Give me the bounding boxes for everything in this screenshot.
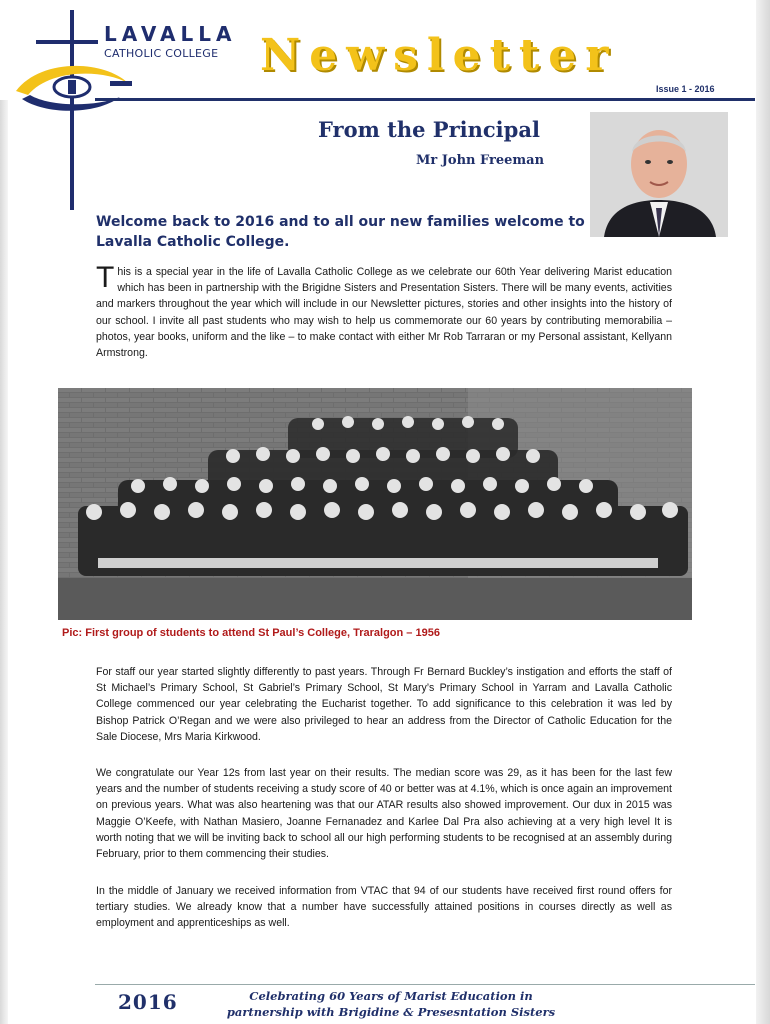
header-divider xyxy=(95,98,755,101)
page-left-edge xyxy=(0,100,8,1024)
page-right-edge xyxy=(756,0,770,1024)
principal-portrait xyxy=(590,112,728,237)
footer-tagline xyxy=(226,988,556,1020)
newsletter-title: Newsletter xyxy=(260,30,618,81)
school-emblem-icon xyxy=(10,55,140,125)
school-logo-subtitle: CATHOLIC COLLEGE xyxy=(104,47,219,60)
paragraph-staff: For staff our year started slightly differently to past years. Through Fr Bernard Buckley’s instigation and efforts the staff of St Michael’s Primary School, St Gabriel’s Primary School, St Mary’s Primary School in Yarram and Lavalla Catholic College commenced our year celebrating the Eucharist together. To add significance to this celebration it was led by Bishop Patrick O’Regan and we were also privileged to hear an address from the Director of Catholic Education for the Sale Diocese, Mrs Maria Kirkwood. xyxy=(96,666,672,743)
paragraph-results: We congratulate our Year 12s from last year on their results. The median score was 29, as it has been for the last few years and the number of students receiving a study score of 40 or better was at 4.1%, which is once again an improvement on previous years. What was also heartening was that our ATAR results also showed improvement. Our dux in 2015 was Maggie O’Keefe, with Nathan Masiero, Joanne Fernanadez and Karlee Dal Pra also achieving at a very high level It is worth noting that we will be inviting back to school all our high performing students to be recognised at an assembly during February, prior to them commencing their studies. xyxy=(96,767,672,861)
paragraph-vtac: In the middle of January we received information from VTAC that 94 of our students have received first round offers for tertiary studies. We already know that a number have successfully attained positions in courses directly as well as employment and apprenticeships as well. xyxy=(96,885,672,930)
footer-year: 2016 xyxy=(118,990,178,1014)
issue-label: Issue 1 - 2016 xyxy=(656,84,715,94)
paragraph-anniversary-text: his is a special year in the life of Lavalla Catholic College as we celebrate our 60th Year delivering Marist education which has been in partnership with the Brigidne Sisters and Presentation Sisters. There will be many events, activities and markers throughout the year which will include in our Newsletter pictures, stories and other insights into the history of our school. I invite all past students who may wish to help us commemorate our 60 years by contributing memorabilia – photos, year books, uniform and the like – to make contact with either Mr Rob Tarraran or my Personal assistant, Kellyann Armstrong. xyxy=(96,266,672,360)
article-heading: From the Principal xyxy=(318,117,540,142)
article-author: Mr John Freeman xyxy=(416,153,545,168)
welcome-message: Welcome back to 2016 and to all our new families welcome to Lavalla Catholic College. xyxy=(96,214,585,250)
logo-cross-bar xyxy=(36,40,98,44)
drop-cap: T xyxy=(96,261,115,294)
school-logo-name: LAVALLA xyxy=(104,22,237,46)
photo-caption: Pic: First group of students to attend St Paul’s College, Traralgon – 1956 xyxy=(62,627,440,639)
newsletter-header xyxy=(0,0,770,110)
historic-class-photo xyxy=(58,388,692,620)
footer-tagline-line2: partnership with Brigidine & Presesntation Sisters xyxy=(226,1005,556,1019)
footer-tagline-line1: Celebrating 60 Years of Marist Education in xyxy=(249,989,533,1003)
paragraph-anniversary xyxy=(96,261,672,361)
footer-divider xyxy=(95,984,755,985)
